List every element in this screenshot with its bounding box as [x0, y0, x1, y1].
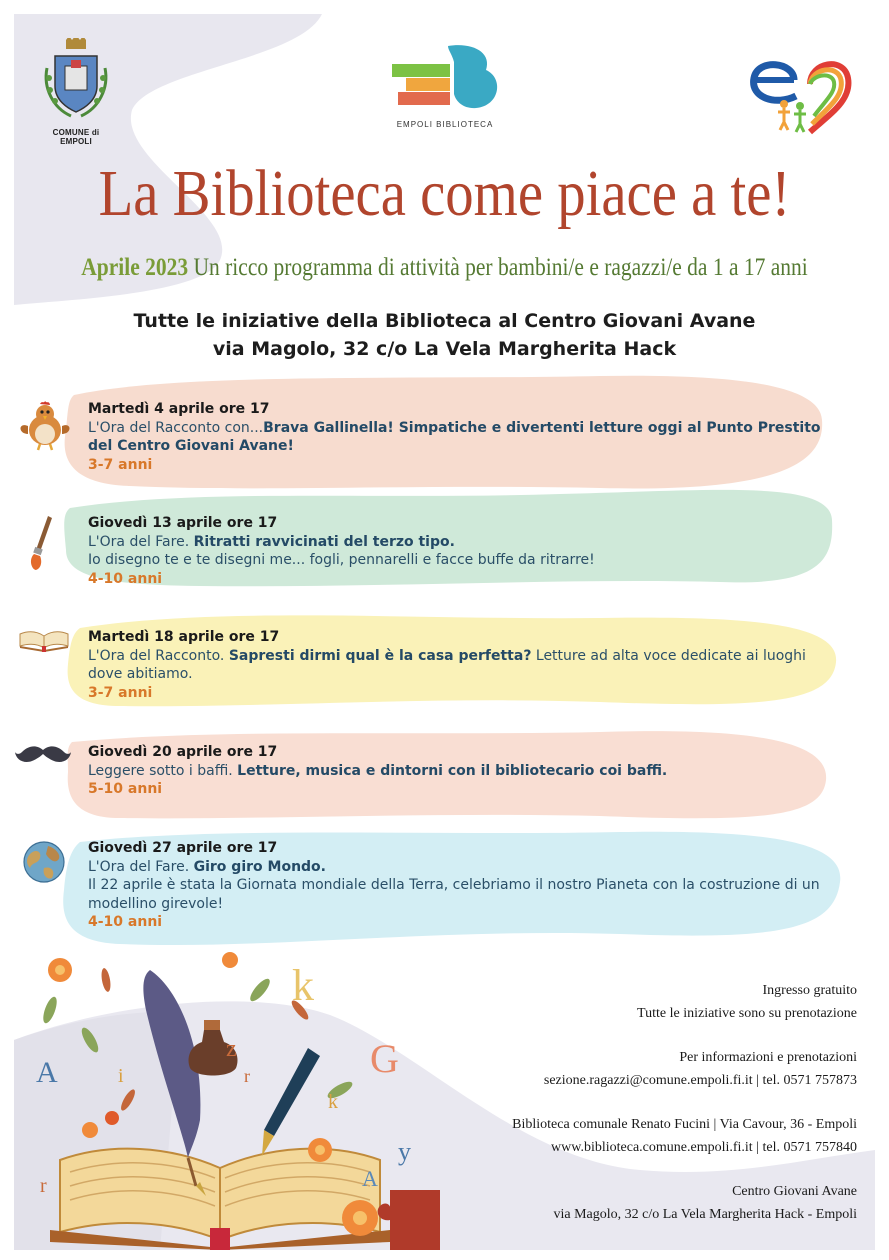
rainbow-family-icon	[748, 44, 856, 140]
letter-r: r	[244, 1066, 250, 1086]
info-free-entry: Ingresso gratuito	[762, 983, 857, 998]
paintbrush-icon	[26, 514, 56, 572]
letter-y: y	[398, 1137, 411, 1166]
event-3-age: 3-7 anni	[88, 684, 153, 701]
letter-z: z	[226, 1036, 237, 1062]
info-center-name: Centro Giovani Avane	[732, 1184, 857, 1199]
library-logo-icon	[380, 42, 510, 114]
event-3	[88, 628, 823, 702]
biblioteca-logo	[380, 42, 510, 129]
biblioteca-caption: EMPOLI BIBLIOTECA	[396, 120, 494, 129]
info-contacts-heading: Per informazioni e prenotazioni	[679, 1050, 857, 1065]
event-5-date: Giovedì 27 aprile ore 17	[88, 840, 278, 856]
info-booking: Tutte le iniziative sono su prenotazione	[637, 1005, 857, 1021]
moustache-icon	[14, 744, 72, 766]
info-email-phone: sezione.ragazzi@comune.empoli.fi.it | tel. 0571 757873	[543, 1072, 857, 1088]
venue-line-2: via Magolo, 32 c/o La Vela Margherita Hack	[212, 338, 677, 360]
letter-i: i	[118, 1065, 124, 1087]
letter-k-small: k	[328, 1091, 338, 1113]
letter-a-small: A	[362, 1166, 378, 1191]
event-2-prefix: L'Ora del Fare.	[88, 533, 194, 550]
letter-k-big: k	[292, 961, 314, 1010]
event-5-desc	[88, 858, 823, 914]
event-3-prefix: L'Ora del Racconto.	[88, 647, 229, 664]
subtitle	[62, 254, 827, 282]
contact-info	[477, 980, 857, 1226]
event-4-desc	[88, 762, 823, 781]
event-5-prefix: L'Ora del Fare.	[88, 858, 194, 875]
event-2-highlight: Ritratti ravvicinati del terzo tipo.	[193, 533, 455, 550]
event-4	[88, 743, 823, 799]
event-2	[88, 514, 823, 588]
event-4-prefix: Leggere sotto i baffi.	[88, 762, 238, 779]
info-center-address: via Magolo, 32 c/o La Vela Margherita Hack - Empoli	[553, 1206, 857, 1222]
event-1-highlight: Brava Gallinella! Simpatiche e divertenti letture oggi al Punto Prestito del Centro Giovani Avane!	[88, 419, 821, 454]
open-book-icon	[18, 626, 70, 652]
subtitle-tagline: Un ricco programma di attività per bambini/e e ragazzi/e da 1 a 17 anni	[193, 254, 808, 281]
page-title: La Biblioteca come piace a te!	[98, 157, 791, 230]
info-website-phone: www.biblioteca.comune.empoli.fi.it | tel. 0571 757840	[551, 1139, 857, 1155]
globe-icon	[22, 840, 66, 884]
comune-caption: COMUNE di EMPOLI	[52, 128, 100, 146]
book-illustration	[20, 950, 440, 1250]
event-1-age: 3-7 anni	[88, 456, 153, 473]
event-5	[88, 839, 823, 932]
event-4-age: 5-10 anni	[88, 781, 163, 797]
event-2-date: Giovedì 13 aprile ore 17	[88, 515, 278, 531]
coat-of-arms-icon	[41, 38, 111, 120]
event-3-highlight: Sapresti dirmi qual è la casa perfetta?	[228, 647, 532, 664]
letter-r-small: r	[40, 1175, 47, 1197]
subtitle-month: Aprile 2023	[81, 254, 189, 281]
event-1-prefix: L'Ora del Racconto con...	[88, 419, 264, 436]
event-4-date: Giovedì 20 aprile ore 17	[88, 744, 278, 760]
event-3-date: Martedì 18 aprile ore 17	[88, 629, 280, 645]
event-3-rest: Letture ad alta voce dedicate ai luoghi dove abitiamo.	[88, 647, 806, 682]
comune-logo	[36, 38, 116, 146]
event-2-age: 4-10 anni	[88, 570, 163, 587]
event-1-desc	[88, 419, 823, 456]
info-library-address: Biblioteca comunale Renato Fucini | Via Cavour, 36 - Empoli	[512, 1117, 857, 1132]
event-5-rest: Il 22 aprile è stata la Giornata mondiale della Terra, celebriamo il nostro Pianeta con la costruzione di un modellino girevole!	[88, 877, 820, 912]
letter-a: A	[36, 1056, 58, 1089]
event-2-rest: Io disegno te e te disegni me... fogli, pennarelli e facce buffe da ritrarre!	[88, 552, 595, 568]
hen-icon	[16, 398, 74, 452]
letter-g: G	[370, 1036, 399, 1081]
venue-info	[0, 307, 889, 363]
venue-line-1: Tutte le iniziative della Biblioteca al Centro Giovani Avane	[133, 310, 756, 332]
fountain-pen-icon	[264, 1048, 320, 1136]
event-4-highlight: Letture, musica e dintorni con il bibliotecario coi baffi.	[237, 762, 668, 779]
event-3-desc	[88, 647, 823, 684]
event-2-desc	[88, 533, 823, 570]
event-1	[88, 400, 823, 474]
event-1-date: Martedì 4 aprile ore 17	[88, 401, 270, 417]
empoli-kids-logo	[748, 44, 856, 144]
event-5-age: 4-10 anni	[88, 914, 163, 930]
event-5-highlight: Giro giro Mondo.	[193, 858, 326, 875]
